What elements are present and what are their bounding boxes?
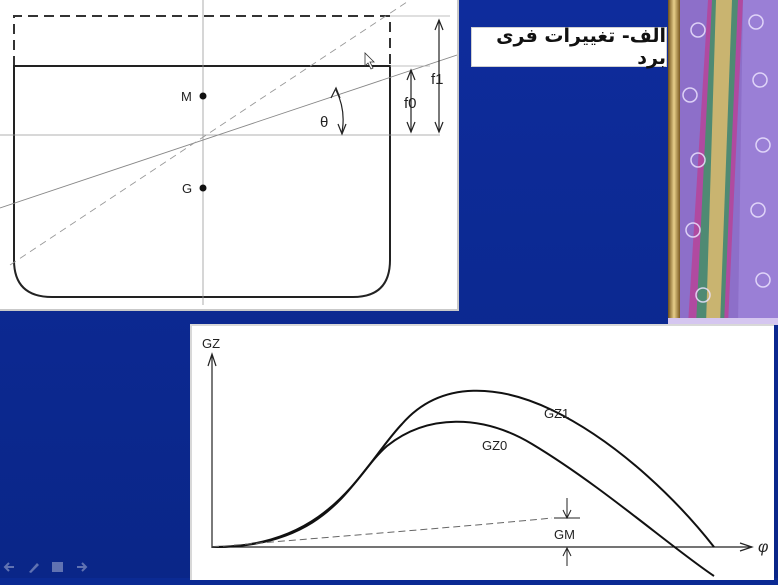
- gm-label: GM: [554, 527, 575, 542]
- metacenter-label: M: [181, 89, 192, 104]
- slide-title: الف- تغییرات فری برد: [496, 25, 666, 69]
- pen-icon[interactable]: [26, 560, 41, 574]
- gz-curve-graph: [192, 326, 774, 580]
- hull-diagram: [0, 0, 457, 309]
- inclined-waterline: [0, 55, 457, 208]
- gravity-label: G: [182, 181, 193, 196]
- forward-arrow-icon[interactable]: [74, 560, 89, 574]
- gz1-label: GZ1: [544, 406, 570, 421]
- f1-label: f1: [431, 71, 444, 88]
- slide-title-box: [472, 25, 666, 69]
- gz0-label: GZ0: [482, 438, 508, 453]
- gravity-point: [200, 185, 207, 192]
- slideshow-nav: [2, 560, 89, 574]
- y-axis-label: GZ: [202, 336, 221, 351]
- theta-label: θ: [320, 114, 329, 131]
- decorative-pattern-image: [668, 0, 778, 325]
- hull-diagram-panel: [0, 0, 459, 311]
- metacenter-point: [200, 93, 207, 100]
- hull-outline: [14, 66, 390, 297]
- gz-curve-panel: [190, 324, 774, 580]
- x-axis-label: φ: [758, 539, 769, 556]
- inclined-waterline-dashed: [10, 0, 410, 265]
- back-arrow-icon[interactable]: [2, 560, 17, 574]
- gz0-curve: [212, 422, 714, 576]
- gz1-curve: [212, 391, 714, 547]
- raised-deck-outline: [14, 16, 390, 66]
- decorative-pattern-strip: [668, 0, 778, 325]
- menu-icon[interactable]: [50, 560, 65, 574]
- f0-label: f0: [404, 95, 417, 112]
